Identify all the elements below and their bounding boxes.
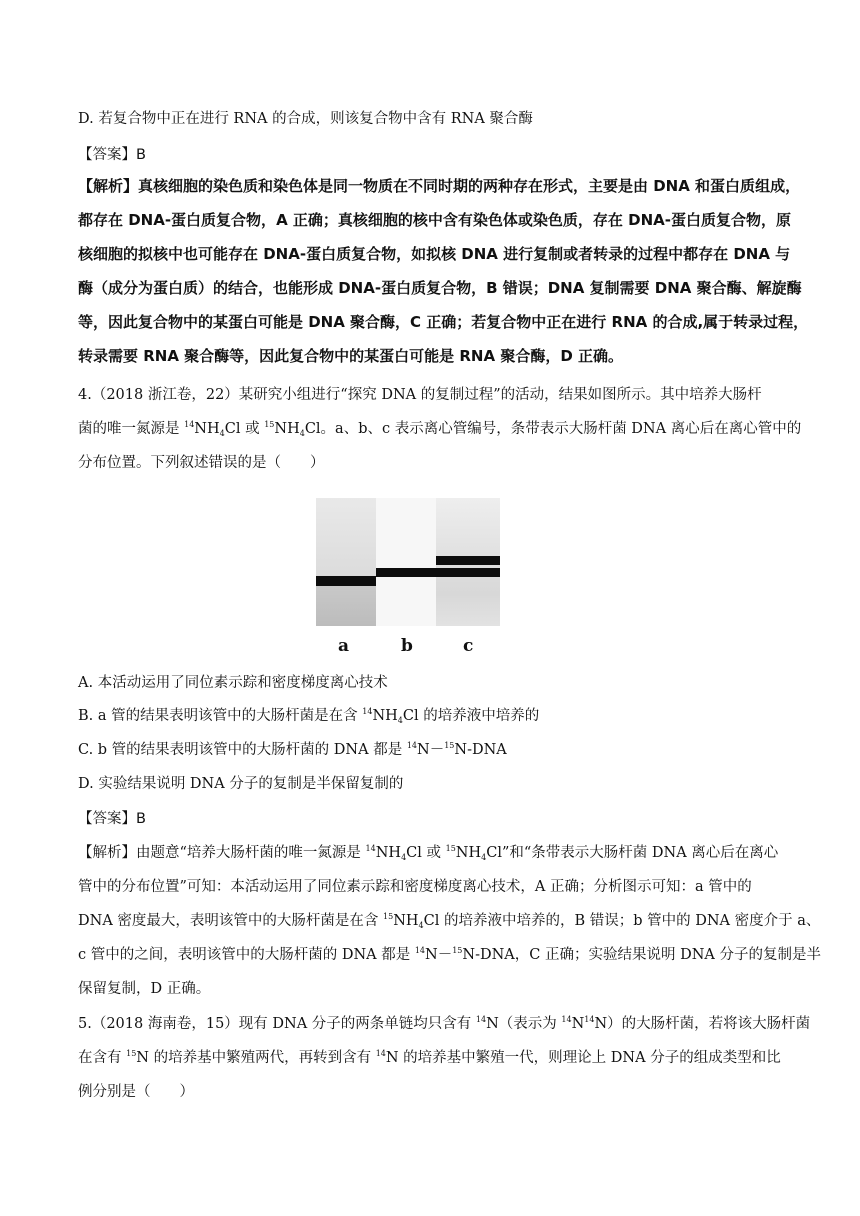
q4-stem-line-1: 4.（2018 浙江卷，22）某研究小组进行“探究 DNA 的复制过程”的活动，结果如图所示。其中培养大肠杆 bbox=[78, 387, 762, 403]
q3-analysis-line-2: 都存在 DNA-蛋白质复合物，A 正确；真核细胞的核中含有染色体或染色质，存在 DNA-蛋白质复合物，原 bbox=[78, 211, 791, 229]
tube-c-band-lower bbox=[436, 568, 500, 577]
tube-c-label: c bbox=[463, 636, 474, 656]
q3-analysis-line-1: 【解析】真核细胞的染色质和染色体是同一物质在不同时期的两种存在形式，主要是由 DNA 和蛋白质组成， bbox=[78, 177, 801, 195]
q4-analysis-line-2: 管中的分布位置”可知：本活动运用了同位素示踪和密度梯度离心技术，A 正确；分析图示可知：a 管中的 bbox=[78, 879, 752, 895]
q5-stem-line-3: 例分别是（ ） bbox=[78, 1084, 194, 1100]
tube-b-label: b bbox=[401, 636, 413, 656]
tube-b-band bbox=[376, 568, 436, 577]
q4-analysis-line-1: 【解析】由题意“培养大肠杆菌的唯一氮源是 $^{14}NH_4Cl$ 或 $^{15}NH_4Cl$”和“条带表示大肠杆菌 DNA 离心后在离心 bbox=[78, 844, 779, 862]
q5-stem-line-2: 在含有 $^{15}$N 的培养基中繁殖两代，再转到含有 $^{14}$N 的培养基中繁殖一代，则理论上 DNA 分子的组成类型和比 bbox=[78, 1049, 781, 1066]
q3-analysis-line-6: 转录需要 RNA 聚合酶等，因此复合物中的某蛋白可能是 RNA 聚合酶，D 正确。 bbox=[78, 347, 623, 365]
tube-a-band bbox=[316, 576, 376, 586]
centrifuge-tubes-figure bbox=[313, 490, 516, 656]
tube-a-label: a bbox=[338, 636, 350, 656]
q4-stem-line-3: 分布位置。下列叙述错误的是（ ） bbox=[78, 455, 325, 471]
tube-c-band-upper bbox=[436, 556, 500, 565]
q4-stem-line-2: 菌的唯一氮源是 $^{14}NH_4Cl$ 或 $^{15}NH_4Cl$。a、b、c 表示离心管编号，条带表示大肠杆菌 DNA 离心后在离心管中的 bbox=[78, 420, 802, 438]
tube-c bbox=[436, 498, 500, 626]
q4-answer: 【答案】B bbox=[78, 811, 146, 827]
q4-option-d: D. 实验结果说明 DNA 分子的复制是半保留复制的 bbox=[78, 776, 404, 792]
q4-option-c: C. b 管的结果表明该管中的大肠杆菌的 DNA 都是 $^{14}$N－$^{15}$N-DNA bbox=[78, 741, 507, 758]
q4-option-b: B. a 管的结果表明该管中的大肠杆菌是在含 $^{14}NH_4Cl$ 的培养液中培养的 bbox=[78, 707, 540, 725]
q3-option-d: D. 若复合物中正在进行 RNA 的合成，则该复合物中含有 RNA 聚合酶 bbox=[78, 111, 533, 127]
q3-answer: 【答案】B bbox=[78, 147, 146, 163]
q5-stem-line-1: 5.（2018 海南卷，15）现有 DNA 分子的两条单链均只含有 $^{14}$N（表示为 $^{14}N^{14}N$）的大肠杆菌，若将该大肠杆菌 bbox=[78, 1015, 811, 1032]
q4-analysis-line-5: 保留复制，D 正确。 bbox=[78, 981, 211, 997]
q3-analysis-line-5: 等，因此复合物中的某蛋白可能是 DNA 聚合酶，C 正确；若复合物中正在进行 RNA 的合成,属于转录过程， bbox=[78, 313, 809, 331]
q4-option-a: A. 本活动运用了同位素示踪和密度梯度离心技术 bbox=[78, 675, 388, 691]
q3-analysis-line-3: 核细胞的拟核中也可能存在 DNA-蛋白质复合物，如拟核 DNA 进行复制或者转录的过程中都存在 DNA 与 bbox=[78, 245, 791, 263]
tube-b bbox=[376, 498, 436, 626]
q3-analysis-line-4: 酶（成分为蛋白质）的结合，也能形成 DNA-蛋白质复合物，B 错误；DNA 复制需要 DNA 聚合酶、解旋酶 bbox=[78, 279, 802, 297]
q4-analysis-line-3: DNA 密度最大，表明该管中的大肠杆菌是在含 $^{15}NH_4Cl$ 的培养液中培养的，B 错误；b 管中的 DNA 密度介于 a、 bbox=[78, 912, 821, 930]
tube-a bbox=[316, 498, 376, 626]
q4-analysis-line-4: c 管中的之间，表明该管中的大肠杆菌的 DNA 都是 $^{14}$N－$^{15}$N-DNA，C 正确；实验结果说明 DNA 分子的复制是半 bbox=[78, 946, 821, 963]
